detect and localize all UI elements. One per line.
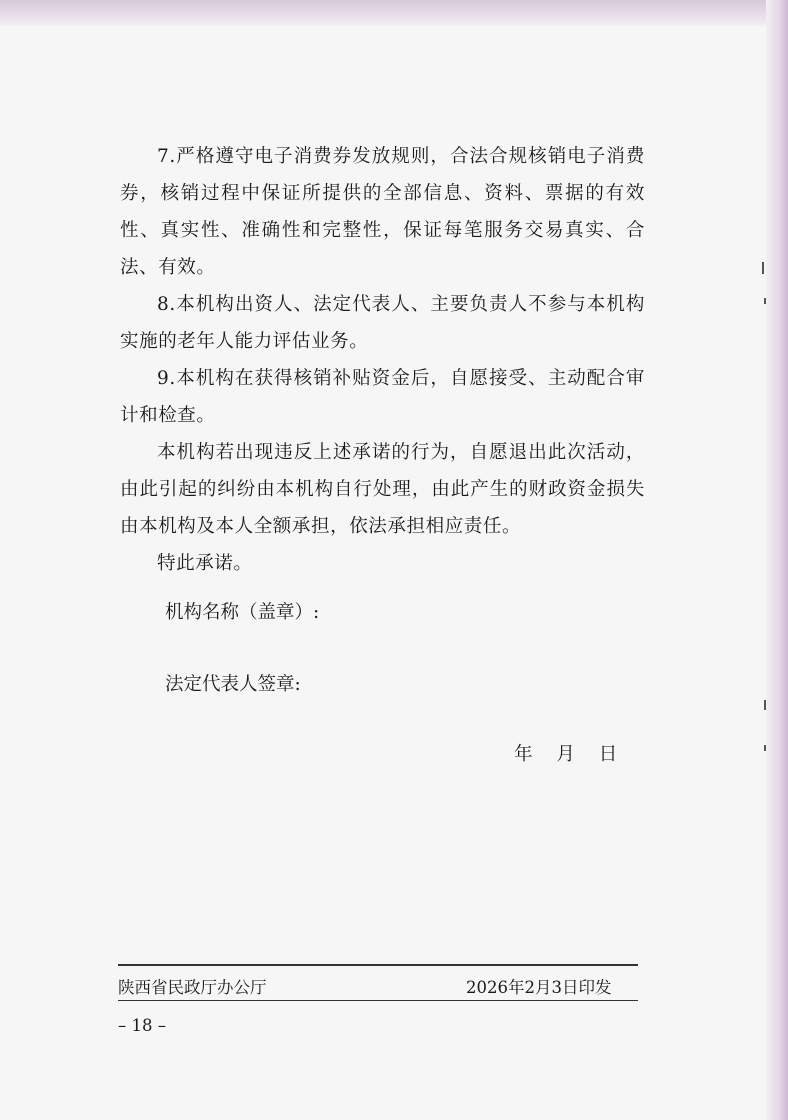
footer-bottom-rule <box>118 1000 638 1001</box>
scan-right-edge <box>766 0 788 1120</box>
date-label: 年 月 日 <box>514 744 618 765</box>
document-body <box>120 138 645 582</box>
paragraph-commitment-9: 9.本机构在获得核销补贴资金后，自愿接受、主动配合审计和检查。 <box>120 368 645 426</box>
scan-mark <box>764 700 766 710</box>
footer-issuer: 陕西省民政厅办公厅 <box>118 978 267 997</box>
footer-issue-date: 2026年2月3日印发 <box>466 978 612 997</box>
org-name-seal-label: 机构名称（盖章）: <box>165 602 320 623</box>
paragraph-commitment-8: 8.本机构出资人、法定代表人、主要负责人不参与本机构实施的老年人能力评估业务。 <box>120 294 645 352</box>
scan-mark <box>762 262 764 274</box>
page-number: – 18 – <box>118 1016 166 1035</box>
paragraph-violation-clause: 本机构若出现违反上述承诺的行为，自愿退出此次活动，由此引起的纠纷由本机构自行处理，由此产生的财政资金损失由本机构及本人全额承担，依法承担相应责任。 <box>120 442 645 537</box>
scan-mark <box>764 745 766 751</box>
scan-top-edge <box>0 0 788 26</box>
legal-rep-signature-label: 法定代表人签章: <box>165 674 301 695</box>
paragraph-commitment-7: 7.严格遵守电子消费券发放规则，合法合规核销电子消费券，核销过程中保证所提供的全部信息、资料、票据的有效性、真实性、准确性和完整性，保证每笔服务交易真实、合法、有效。 <box>120 146 645 278</box>
paragraph-closing: 特此承诺。 <box>157 553 253 574</box>
footer-top-rule <box>118 964 638 966</box>
scan-mark <box>764 298 766 304</box>
